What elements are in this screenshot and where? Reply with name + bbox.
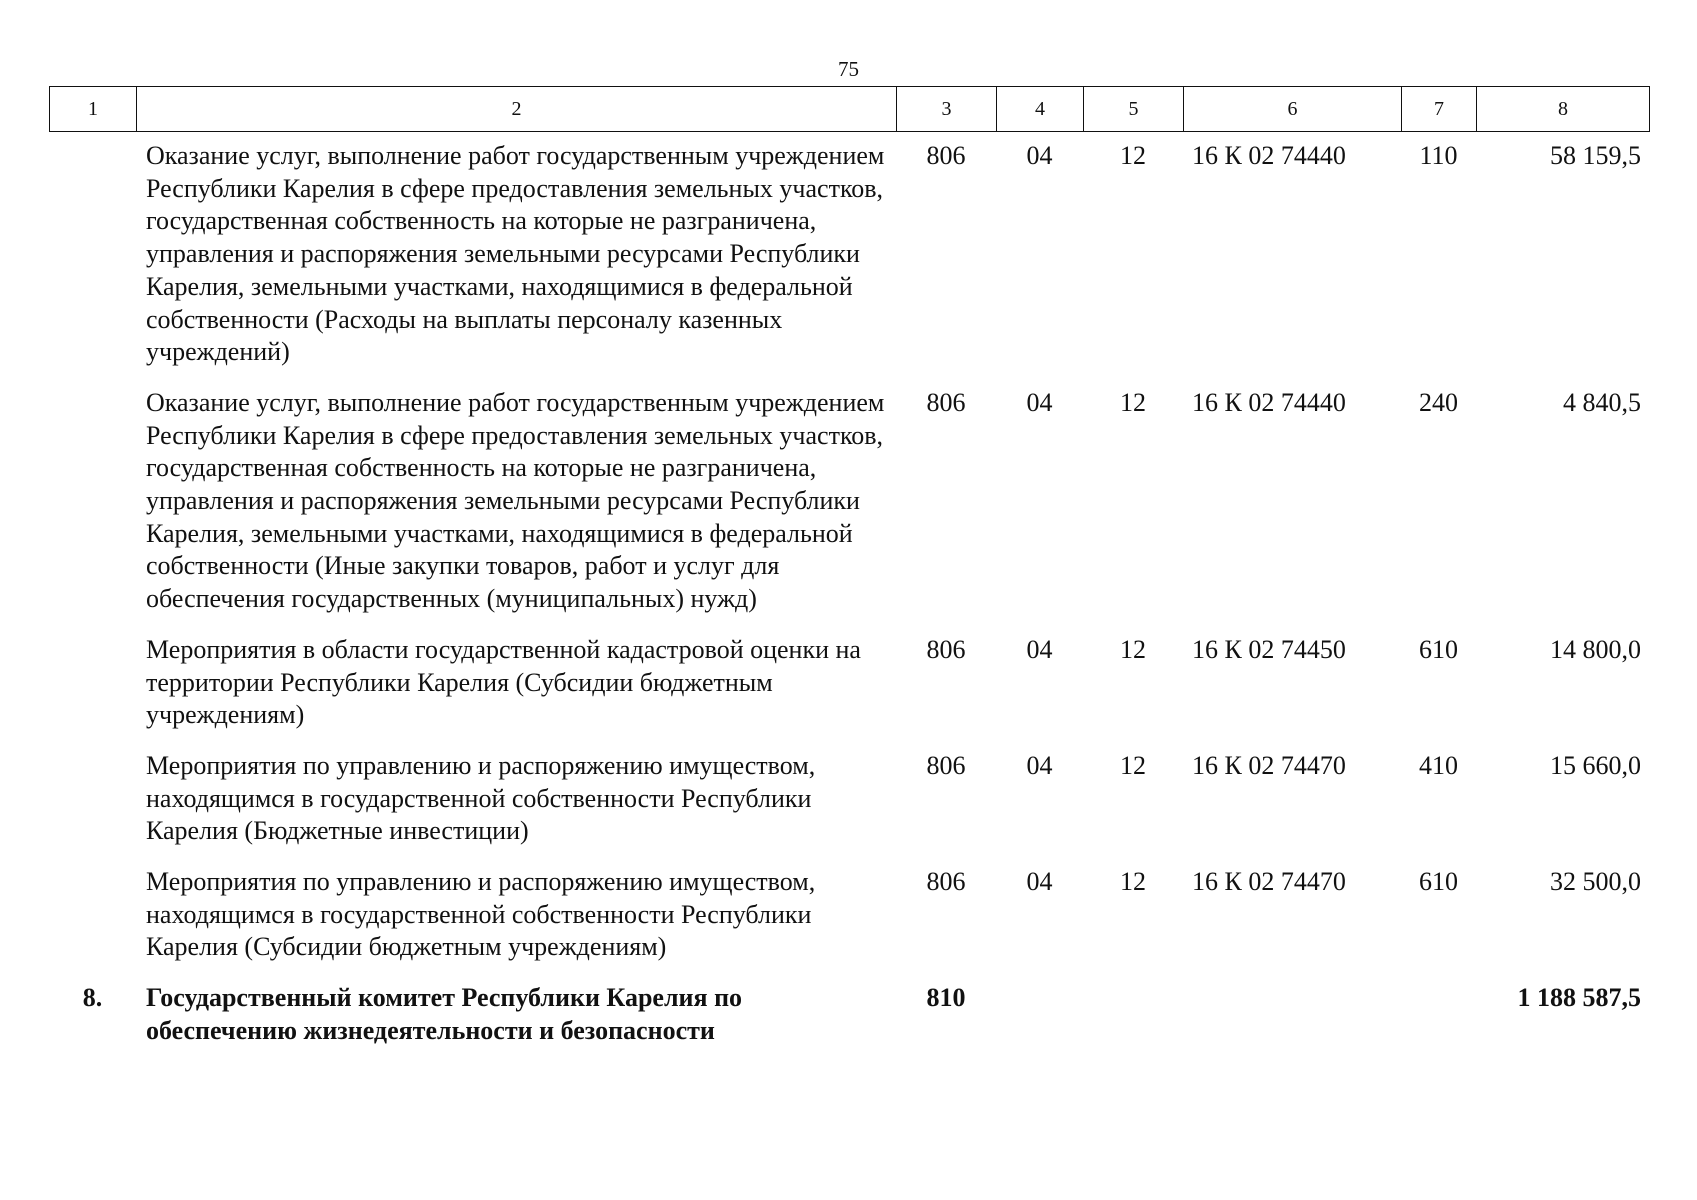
header-row: [50, 87, 1650, 132]
row-index: [49, 387, 136, 634]
row-col7: 240: [1419, 387, 1458, 417]
row-col4: 04: [1026, 634, 1053, 664]
section-amount: 1 188 587,5: [1517, 983, 1641, 1013]
header-cell-7: 7: [1402, 87, 1477, 132]
row-description: Мероприятия по управлению и распоряжению имуществом, находящимся в государственной собственности Республики Карелия (Бюджетные инвестиции): [146, 750, 816, 846]
row-col4: 04: [1026, 141, 1053, 170]
row-description: Мероприятия по управлению и распоряжению имуществом, находящимся в государственной собственности Республики Карелия (Субсидии бюджетным учреждениям): [146, 867, 816, 962]
header-cell-1: 1: [50, 87, 137, 132]
page-number: 75: [838, 57, 859, 81]
row-index: [49, 750, 136, 866]
row-col3: 806: [926, 387, 966, 417]
row-col3: 806: [926, 141, 966, 170]
section-title: Государственный комитет Республики Карелия по обеспечению жизнедеятельности и безопасности: [146, 983, 743, 1045]
header-cell-3: 3: [897, 87, 997, 132]
row-description: Оказание услуг, выполнение работ государственным учреждением Республики Карелия в сфере предоставления земельных участков, государственная собственность на которые не разграничена, управления и распоряжения земельными ресурсами Республики Карелия, земельными участками, находящимися в федеральной собственности (Расходы на выплаты персоналу казенных учреждений): [146, 141, 885, 367]
section-col5: [1083, 982, 1183, 1065]
row-col7: 610: [1419, 634, 1458, 664]
section-number: 8.: [82, 983, 103, 1013]
row-col5: 12: [1120, 750, 1146, 780]
row-col3: 806: [926, 634, 966, 664]
row-col6: 16 К 02 74470: [1192, 867, 1346, 897]
section-col4: [996, 982, 1083, 1065]
header-cell-8: 8: [1477, 87, 1650, 132]
header-cell-4: 4: [997, 87, 1084, 132]
row-amount: 4 840,5: [1563, 387, 1641, 417]
column-number-header: [49, 86, 1650, 132]
row-amount: 14 800,0: [1550, 634, 1641, 664]
table-row: [49, 387, 1649, 634]
row-col4: 04: [1026, 387, 1053, 417]
section-col3: 810: [926, 983, 966, 1013]
row-index: [49, 634, 136, 750]
row-description: Оказание услуг, выполнение работ государственным учреждением Республики Карелия в сфере предоставления земельных участков, государственная собственность на которые не разграничена, управления и распоряжения земельными ресурсами Республики Карелия, земельными участками, находящимися в федеральной собственности (Иные закупки товаров, работ и услуг для обеспечения государственных (муниципальных) нужд): [146, 387, 885, 614]
row-col6: 16 К 02 74450: [1192, 634, 1346, 664]
row-amount: 15 660,0: [1550, 750, 1641, 780]
row-col6: 16 К 02 74440: [1192, 387, 1346, 417]
header-cell-6: 6: [1184, 87, 1402, 132]
row-col7: 110: [1419, 141, 1458, 170]
row-description: Мероприятия в области государственной кадастровой оценки на территории Республики Карелия (Субсидии бюджетным учреждениям): [146, 634, 861, 730]
row-index: [49, 140, 136, 387]
table-row: [49, 634, 1649, 750]
row-index: [49, 866, 136, 982]
row-amount: 32 500,0: [1550, 867, 1641, 897]
table-row: [49, 140, 1649, 387]
row-col4: 04: [1026, 867, 1053, 897]
row-col7: 610: [1419, 867, 1458, 897]
table-row: [49, 750, 1649, 866]
row-col5: 12: [1120, 141, 1146, 170]
row-col7: 410: [1419, 750, 1458, 780]
budget-table: [49, 140, 1649, 1066]
section-col7: [1401, 982, 1476, 1065]
section-total-row: [49, 982, 1649, 1065]
row-col6: 16 К 02 74470: [1192, 750, 1346, 780]
row-col5: 12: [1120, 867, 1146, 897]
row-col5: 12: [1120, 387, 1146, 417]
row-col6: 16 К 02 74440: [1192, 141, 1346, 170]
row-col3: 806: [926, 750, 966, 780]
row-col4: 04: [1026, 750, 1053, 780]
header-cell-2: 2: [137, 87, 897, 132]
table-row: [49, 866, 1649, 982]
row-amount: 58 159,5: [1550, 141, 1641, 170]
row-col3: 806: [926, 867, 966, 897]
header-cell-5: 5: [1084, 87, 1184, 132]
row-col5: 12: [1120, 634, 1146, 664]
section-col6: [1183, 982, 1401, 1065]
